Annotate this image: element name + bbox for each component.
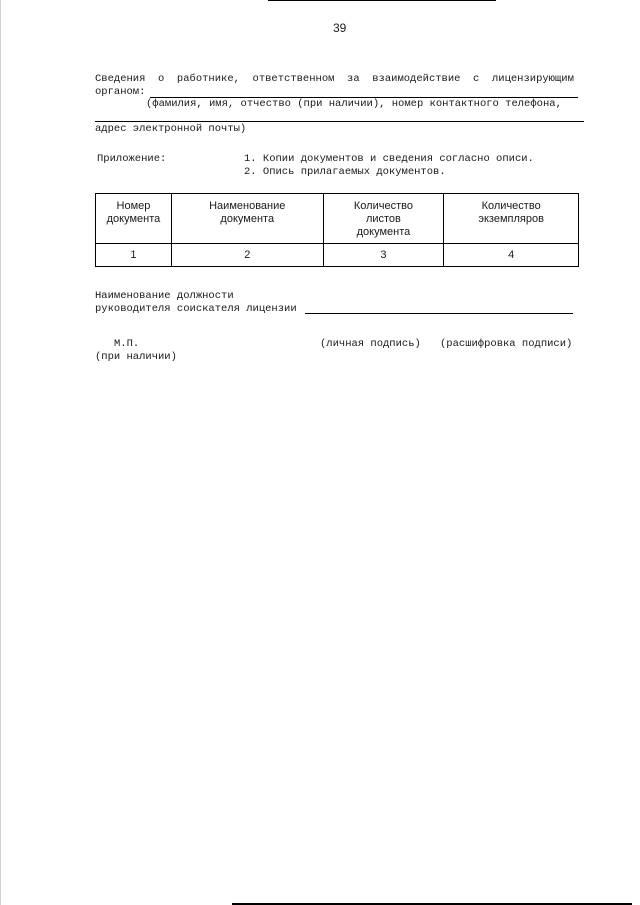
appendix-item-1: 1. Копии документов и сведения согласно описи. xyxy=(244,153,534,165)
page-number: 39 xyxy=(333,21,347,35)
position-fill-line xyxy=(305,313,573,314)
appendix-item-2: 2. Опись прилагаемых документов. xyxy=(244,166,446,178)
table-cell: 1 xyxy=(96,244,172,267)
documents-table xyxy=(95,193,579,267)
contact-hint-2: адрес электронной почты) xyxy=(95,123,247,135)
appendix-label: Приложение: xyxy=(97,153,167,165)
table-cell: 2 xyxy=(171,244,323,267)
table-cell: 4 xyxy=(444,244,579,267)
header-doc-name: Наименование документа xyxy=(171,194,323,244)
signature-decoding-label: (расшифровка подписи) xyxy=(440,338,573,350)
header-copy-count: Количество экземпляров xyxy=(444,194,579,244)
left-edge xyxy=(0,0,1,905)
table-cell: 3 xyxy=(323,244,444,267)
table-header-row xyxy=(96,194,579,244)
contact-line-1: Сведения о работнике, ответственном за взаимодействие с лицензирующим xyxy=(95,73,574,85)
header-sheet-count: Количество листов документа xyxy=(323,194,444,244)
contact-fill-line-2 xyxy=(95,121,584,122)
contact-hint-1: (фамилия, имя, отчество (при наличии), номер контактного телефона, xyxy=(146,98,562,110)
contact-line-2: органом: xyxy=(95,86,146,98)
position-line-1: Наименование должности xyxy=(95,290,234,302)
stamp-note: (при наличии) xyxy=(95,351,177,363)
stamp-label: М.П. xyxy=(114,338,140,350)
table-row xyxy=(96,244,579,267)
personal-signature-label: (личная подпись) xyxy=(320,338,421,350)
top-edge xyxy=(268,0,496,1)
header-doc-number: Номер документа xyxy=(96,194,172,244)
position-line-2: руководителя соискателя лицензии xyxy=(95,303,297,315)
